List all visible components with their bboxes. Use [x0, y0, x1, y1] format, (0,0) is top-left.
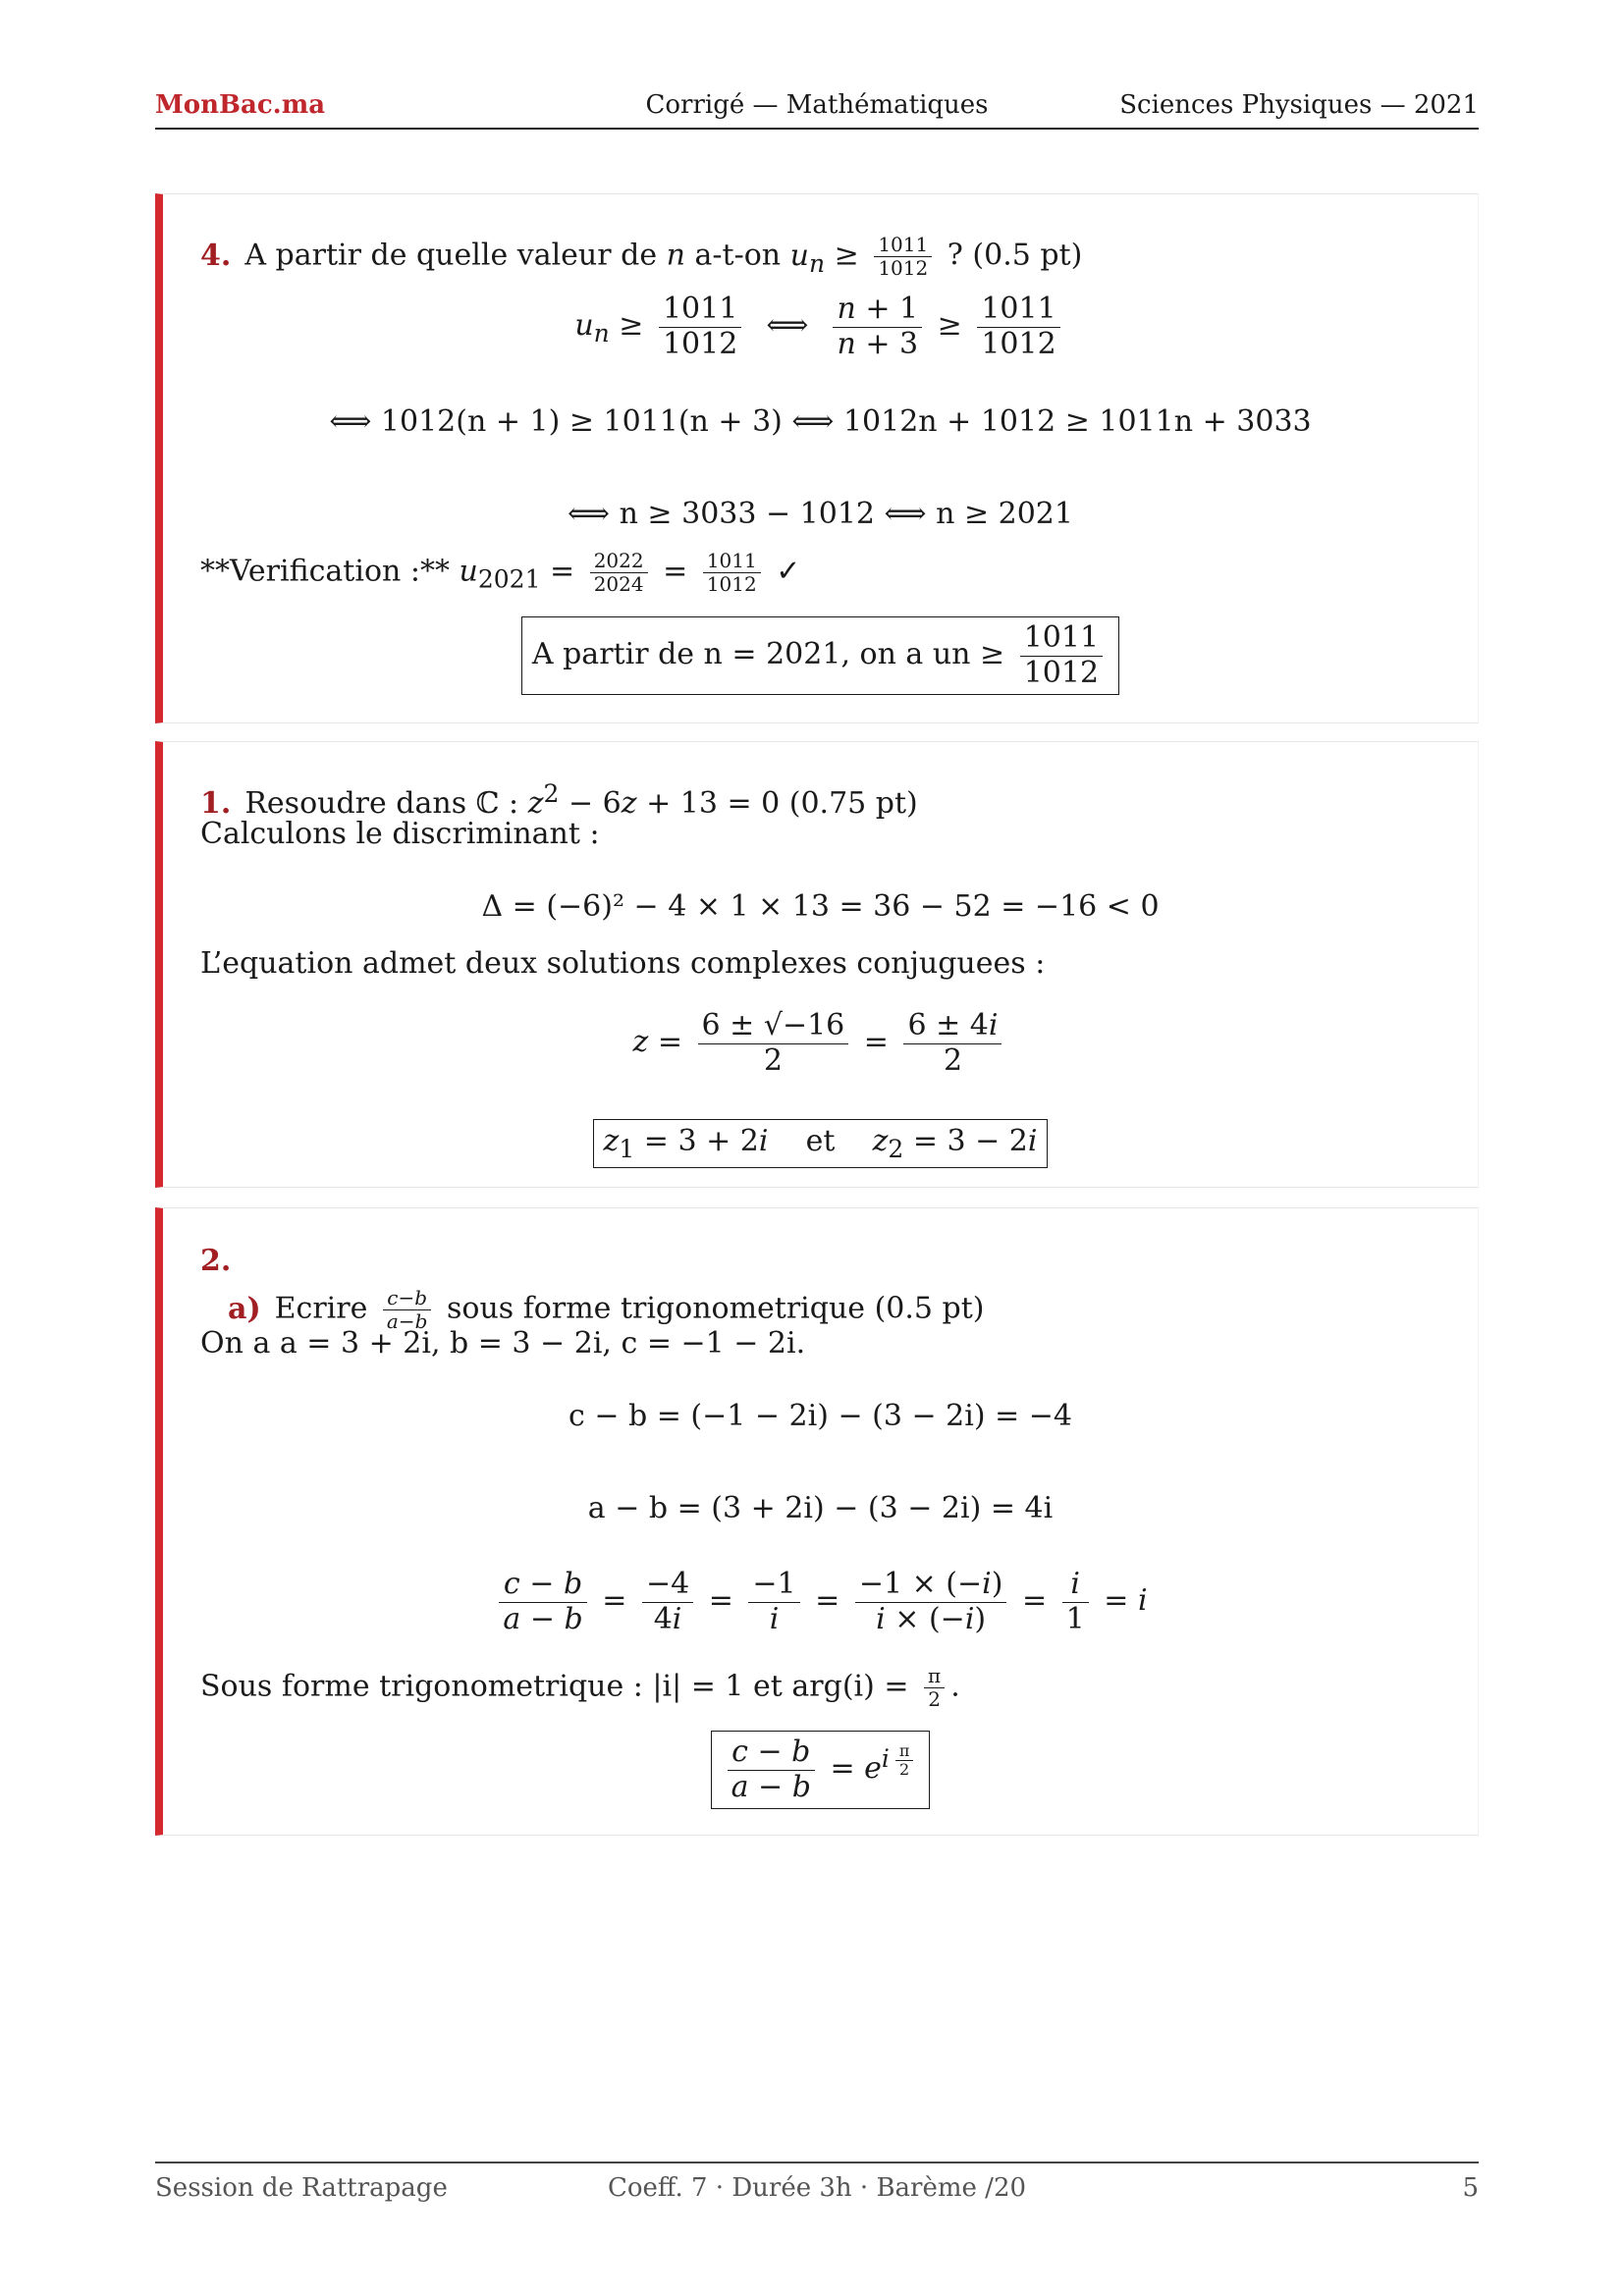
title-text: Resoudre dans ℂ :: [244, 786, 519, 821]
question-4-title: 4. A partir de quelle valeur de n a-t-on $u_n$ ≥ $\frac{1011}{1012}$ ? (0.5 pt): [200, 233, 1083, 280]
question-1-title: 1. Resoudre dans ℂ : $z^2 - 6z + 13 = 0$ (0.75 pt): [200, 779, 918, 821]
header-subject: Corrigé — Mathématiques: [645, 90, 989, 120]
verification-label: **Verification :**: [200, 554, 450, 589]
verification-line: **Verification :** $u_{2021}$ = $\frac{2022}{2024}$ = $\frac{1011}{1012}$ ✓: [200, 549, 801, 596]
trig-form-line: Sous forme trigonometrique : |i| = 1 et arg(i) = $\frac{\pi}{2}$ .: [200, 1664, 960, 1711]
result-box: A partir de n = 2021, on a un ≥ $\frac{1011}{1012}$: [163, 616, 1478, 695]
footer-session: Session de Rattrapage: [155, 2173, 448, 2203]
question-number: 2.: [200, 1244, 232, 1278]
points: (0.75 pt): [788, 786, 918, 821]
footer-exam-info: Coeff. 7 · Durée 3h · Barème /20: [607, 2173, 1027, 2203]
question-number: 1.: [200, 786, 232, 821]
title-text: sous forme trigonometrique (0.5 pt): [446, 1291, 985, 1326]
a-minus-b-equation: a − b = (3 + 2i) − (3 − 2i) = 4i: [587, 1491, 1054, 1525]
points: ? (0.5 pt): [947, 238, 1083, 273]
page-header: [155, 90, 1479, 130]
page-number: 5: [1462, 2173, 1479, 2203]
question-4-card: [155, 193, 1479, 723]
solutions-box: $z_1 = 3 + 2i$ et $z_2 = 3 - 2i$: [163, 1119, 1478, 1168]
title-text: a-t-on: [694, 238, 782, 273]
quotient-equation: $\frac{c - b}{a - b}$ = $\frac{-4}{4i}$ = $\frac{-1}{i}$ = $\frac{-1 \times (-i)}{i \times (-i)}$ = $\frac{i}{1}$ = i: [163, 1568, 1478, 1636]
question-number: 4.: [200, 238, 232, 273]
solution-formula: z = $\frac{6 \pm √-16}{2}$ = $\frac{6 \pm 4i}{2}$: [163, 1009, 1478, 1078]
title-text: Ecrire: [274, 1291, 368, 1326]
header-series: Sciences Physiques — 2021: [1119, 90, 1479, 120]
discriminant-intro: Calculons le discriminant :: [200, 817, 600, 851]
equivalence-fraction: $u_n$ ≥ $\frac{1011}{1012}$ ⟺ $\frac{n + 1}{n + 3}$ ≥ $\frac{1011}{1012}$: [163, 293, 1478, 361]
discriminant-equation: Δ = (−6)² − 4 × 1 × 13 = 36 − 52 = −16 < 0: [481, 889, 1160, 924]
c-minus-b-equation: c − b = (−1 − 2i) − (3 − 2i) = −4: [568, 1399, 1072, 1433]
question-1-card: [155, 741, 1479, 1188]
sub-question-letter: a): [228, 1291, 261, 1326]
equivalence-step-1: ⟺ 1012(n + 1) ≥ 1011(n + 3) ⟺ 1012n + 1012 ≥ 1011n + 3033: [329, 404, 1312, 439]
et-word: et: [805, 1124, 836, 1158]
result-text: A partir de n = 2021, on a un ≥: [531, 637, 1005, 671]
title-text: A partir de quelle valeur de: [244, 238, 658, 273]
trig-text: Sous forme trigonometrique : |i| = 1 et arg(i) =: [200, 1669, 909, 1704]
trig-result-box: $\frac{c - b}{a - b}$ = $e^{i \frac{\pi}{2}}$: [163, 1731, 1478, 1809]
given-values: On a a = 3 + 2i, b = 3 − 2i, c = −1 − 2i.: [200, 1326, 806, 1361]
question-2-number: [200, 1244, 244, 1278]
question-2a-title: a) Ecrire $\frac{c-b}{a-b}$ sous forme trigonometrique (0.5 pt): [228, 1286, 985, 1333]
page-footer: [155, 2162, 1479, 2207]
equivalence-step-2: ⟺ n ≥ 3033 − 1012 ⟺ n ≥ 2021: [568, 497, 1073, 531]
brand-logo: MonBac.ma: [155, 90, 326, 120]
solutions-intro: L’equation admet deux solutions complexes conjuguees :: [200, 946, 1046, 981]
question-2-card: [155, 1207, 1479, 1836]
